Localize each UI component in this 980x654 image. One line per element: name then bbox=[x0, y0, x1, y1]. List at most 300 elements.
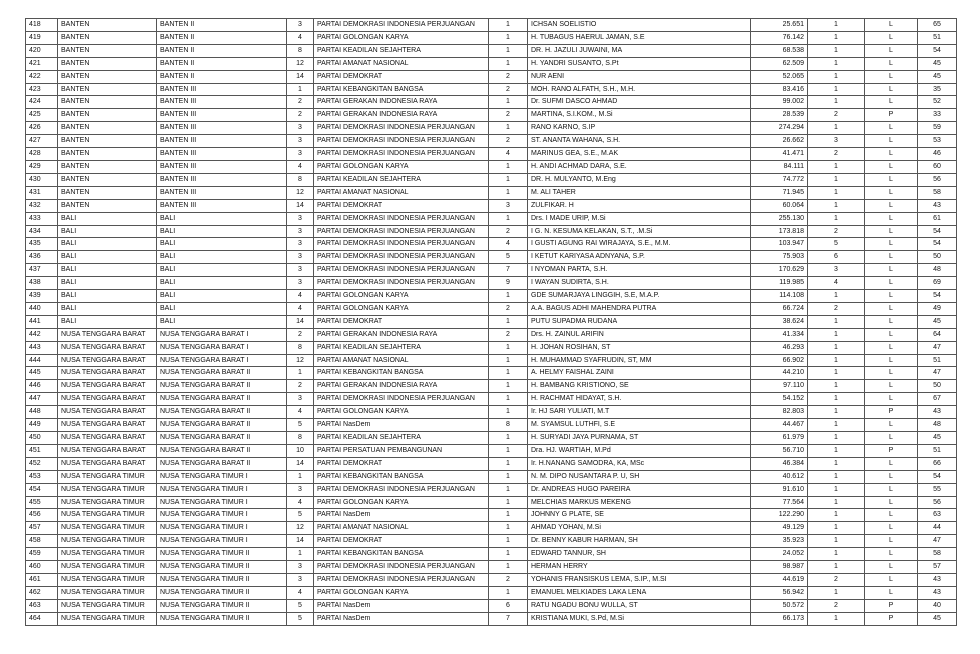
table-row bbox=[26, 419, 957, 432]
rank-cell: 1 bbox=[808, 19, 865, 32]
party-number-cell: 3 bbox=[287, 483, 314, 496]
candidate-number-cell: 4 bbox=[489, 148, 528, 161]
table-row bbox=[26, 535, 957, 548]
candidate-number-cell: 2 bbox=[489, 83, 528, 96]
vote-count-cell: 255.130 bbox=[751, 212, 808, 225]
province-cell: BALI bbox=[58, 315, 157, 328]
candidate-name-cell: Dr. BENNY KABUR HARMAN, SH bbox=[528, 535, 751, 548]
age-cell: 51 bbox=[918, 354, 957, 367]
age-cell: 45 bbox=[918, 57, 957, 70]
electoral-district-cell: NUSA TENGGARA TIMUR II bbox=[157, 612, 287, 625]
candidate-name-cell: EDWARD TANNUR, SH bbox=[528, 548, 751, 561]
gender-cell: L bbox=[865, 496, 918, 509]
table-row bbox=[26, 612, 957, 625]
party-number-cell: 3 bbox=[287, 19, 314, 32]
age-cell: 69 bbox=[918, 277, 957, 290]
age-cell: 47 bbox=[918, 341, 957, 354]
row-number-cell: 456 bbox=[26, 509, 58, 522]
party-number-cell: 12 bbox=[287, 186, 314, 199]
row-number-cell: 423 bbox=[26, 83, 58, 96]
electoral-district-cell: BANTEN III bbox=[157, 186, 287, 199]
electoral-district-cell: NUSA TENGGARA TIMUR II bbox=[157, 548, 287, 561]
party-name-cell: PARTAI DEMOKRAT bbox=[314, 457, 489, 470]
table-row bbox=[26, 31, 957, 44]
party-name-cell: PARTAI GOLONGAN KARYA bbox=[314, 290, 489, 303]
party-number-cell: 14 bbox=[287, 315, 314, 328]
party-number-cell: 8 bbox=[287, 173, 314, 186]
party-name-cell: PARTAI AMANAT NASIONAL bbox=[314, 354, 489, 367]
age-cell: 51 bbox=[918, 31, 957, 44]
vote-count-cell: 49.129 bbox=[751, 522, 808, 535]
candidate-number-cell: 1 bbox=[489, 160, 528, 173]
party-number-cell: 1 bbox=[287, 470, 314, 483]
row-number-cell: 462 bbox=[26, 586, 58, 599]
age-cell: 45 bbox=[918, 315, 957, 328]
candidate-name-cell: YOHANIS FRANSISKUS LEMA, S.IP., M.SI bbox=[528, 573, 751, 586]
vote-count-cell: 24.052 bbox=[751, 548, 808, 561]
vote-count-cell: 61.979 bbox=[751, 432, 808, 445]
row-number-cell: 434 bbox=[26, 225, 58, 238]
rank-cell: 1 bbox=[808, 561, 865, 574]
candidate-number-cell: 1 bbox=[489, 406, 528, 419]
gender-cell: L bbox=[865, 328, 918, 341]
party-number-cell: 1 bbox=[287, 367, 314, 380]
rank-cell: 1 bbox=[808, 44, 865, 57]
candidate-name-cell: H. TUBAGUS HAERUL JAMAN, S.E bbox=[528, 31, 751, 44]
table-row bbox=[26, 122, 957, 135]
rank-cell: 1 bbox=[808, 83, 865, 96]
party-number-cell: 12 bbox=[287, 57, 314, 70]
vote-count-cell: 25.651 bbox=[751, 19, 808, 32]
province-cell: NUSA TENGGARA BARAT bbox=[58, 354, 157, 367]
party-name-cell: PARTAI PERSATUAN PEMBANGUNAN bbox=[314, 444, 489, 457]
party-number-cell: 3 bbox=[287, 225, 314, 238]
rank-cell: 1 bbox=[808, 70, 865, 83]
age-cell: 47 bbox=[918, 367, 957, 380]
vote-count-cell: 170.629 bbox=[751, 264, 808, 277]
province-cell: BANTEN bbox=[58, 57, 157, 70]
candidate-name-cell: Drs. H. ZAINUL ARIFIN bbox=[528, 328, 751, 341]
rank-cell: 1 bbox=[808, 586, 865, 599]
party-name-cell: PARTAI GOLONGAN KARYA bbox=[314, 496, 489, 509]
gender-cell: L bbox=[865, 122, 918, 135]
candidate-number-cell: 1 bbox=[489, 548, 528, 561]
candidate-number-cell: 1 bbox=[489, 470, 528, 483]
row-number-cell: 435 bbox=[26, 238, 58, 251]
row-number-cell: 449 bbox=[26, 419, 58, 432]
party-number-cell: 2 bbox=[287, 109, 314, 122]
candidate-number-cell: 1 bbox=[489, 315, 528, 328]
party-name-cell: PARTAI GERAKAN INDONESIA RAYA bbox=[314, 109, 489, 122]
row-number-cell: 451 bbox=[26, 444, 58, 457]
party-number-cell: 8 bbox=[287, 44, 314, 57]
party-number-cell: 4 bbox=[287, 31, 314, 44]
gender-cell: L bbox=[865, 419, 918, 432]
province-cell: NUSA TENGGARA TIMUR bbox=[58, 548, 157, 561]
age-cell: 60 bbox=[918, 160, 957, 173]
electoral-district-cell: BALI bbox=[157, 238, 287, 251]
vote-count-cell: 41.334 bbox=[751, 328, 808, 341]
table-row bbox=[26, 238, 957, 251]
rank-cell: 1 bbox=[808, 96, 865, 109]
party-number-cell: 5 bbox=[287, 419, 314, 432]
table-row bbox=[26, 290, 957, 303]
electoral-district-cell: BANTEN III bbox=[157, 199, 287, 212]
candidate-number-cell: 2 bbox=[489, 135, 528, 148]
party-name-cell: PARTAI NasDem bbox=[314, 612, 489, 625]
table-row bbox=[26, 19, 957, 32]
electoral-district-cell: BANTEN III bbox=[157, 160, 287, 173]
vote-count-cell: 41.471 bbox=[751, 148, 808, 161]
electoral-district-cell: BALI bbox=[157, 315, 287, 328]
rank-cell: 1 bbox=[808, 57, 865, 70]
electoral-district-cell: BANTEN III bbox=[157, 135, 287, 148]
vote-count-cell: 103.947 bbox=[751, 238, 808, 251]
electoral-district-cell: BALI bbox=[157, 251, 287, 264]
gender-cell: L bbox=[865, 457, 918, 470]
age-cell: 48 bbox=[918, 419, 957, 432]
rank-cell: 1 bbox=[808, 444, 865, 457]
province-cell: BALI bbox=[58, 277, 157, 290]
party-number-cell: 5 bbox=[287, 612, 314, 625]
vote-count-cell: 50.572 bbox=[751, 599, 808, 612]
electoral-district-cell: BANTEN III bbox=[157, 83, 287, 96]
electoral-district-cell: BANTEN II bbox=[157, 31, 287, 44]
gender-cell: L bbox=[865, 432, 918, 445]
party-name-cell: PARTAI DEMOKRASI INDONESIA PERJUANGAN bbox=[314, 19, 489, 32]
gender-cell: L bbox=[865, 393, 918, 406]
rank-cell: 5 bbox=[808, 238, 865, 251]
table-row bbox=[26, 328, 957, 341]
electoral-district-cell: NUSA TENGGARA BARAT II bbox=[157, 419, 287, 432]
gender-cell: L bbox=[865, 535, 918, 548]
party-name-cell: PARTAI DEMOKRASI INDONESIA PERJUANGAN bbox=[314, 264, 489, 277]
province-cell: NUSA TENGGARA BARAT bbox=[58, 419, 157, 432]
gender-cell: L bbox=[865, 470, 918, 483]
gender-cell: P bbox=[865, 599, 918, 612]
party-name-cell: PARTAI DEMOKRASI INDONESIA PERJUANGAN bbox=[314, 573, 489, 586]
rank-cell: 1 bbox=[808, 367, 865, 380]
row-number-cell: 424 bbox=[26, 96, 58, 109]
age-cell: 45 bbox=[918, 612, 957, 625]
gender-cell: L bbox=[865, 225, 918, 238]
electoral-district-cell: NUSA TENGGARA TIMUR II bbox=[157, 599, 287, 612]
age-cell: 66 bbox=[918, 457, 957, 470]
vote-count-cell: 54.152 bbox=[751, 393, 808, 406]
province-cell: NUSA TENGGARA TIMUR bbox=[58, 586, 157, 599]
row-number-cell: 439 bbox=[26, 290, 58, 303]
table-row bbox=[26, 599, 957, 612]
vote-count-cell: 52.065 bbox=[751, 70, 808, 83]
age-cell: 54 bbox=[918, 238, 957, 251]
electoral-district-cell: BALI bbox=[157, 290, 287, 303]
candidate-name-cell: RANO KARNO, S.IP bbox=[528, 122, 751, 135]
candidate-number-cell: 1 bbox=[489, 57, 528, 70]
rank-cell: 1 bbox=[808, 122, 865, 135]
table-row bbox=[26, 315, 957, 328]
rank-cell: 1 bbox=[808, 290, 865, 303]
candidate-name-cell: M. ALI TAHER bbox=[528, 186, 751, 199]
row-number-cell: 427 bbox=[26, 135, 58, 148]
vote-count-cell: 74.772 bbox=[751, 173, 808, 186]
province-cell: BANTEN bbox=[58, 31, 157, 44]
vote-count-cell: 44.210 bbox=[751, 367, 808, 380]
province-cell: BANTEN bbox=[58, 96, 157, 109]
party-number-cell: 4 bbox=[287, 496, 314, 509]
electoral-district-cell: NUSA TENGGARA BARAT II bbox=[157, 393, 287, 406]
party-name-cell: PARTAI KEBANGKITAN BANGSA bbox=[314, 470, 489, 483]
vote-count-cell: 173.818 bbox=[751, 225, 808, 238]
candidate-number-cell: 7 bbox=[489, 264, 528, 277]
table-row bbox=[26, 406, 957, 419]
party-name-cell: PARTAI NasDem bbox=[314, 509, 489, 522]
electoral-district-cell: BANTEN III bbox=[157, 173, 287, 186]
vote-count-cell: 84.111 bbox=[751, 160, 808, 173]
province-cell: NUSA TENGGARA TIMUR bbox=[58, 535, 157, 548]
age-cell: 67 bbox=[918, 393, 957, 406]
party-number-cell: 1 bbox=[287, 548, 314, 561]
vote-count-cell: 75.903 bbox=[751, 251, 808, 264]
candidate-number-cell: 1 bbox=[489, 483, 528, 496]
party-name-cell: PARTAI GOLONGAN KARYA bbox=[314, 586, 489, 599]
candidate-name-cell: I GUSTI AGUNG RAI WIRAJAYA, S.E., M.M. bbox=[528, 238, 751, 251]
candidate-name-cell: KRISTIANA MUKI, S.Pd, M.Si bbox=[528, 612, 751, 625]
electoral-district-cell: NUSA TENGGARA TIMUR II bbox=[157, 561, 287, 574]
rank-cell: 2 bbox=[808, 148, 865, 161]
rank-cell: 2 bbox=[808, 109, 865, 122]
gender-cell: L bbox=[865, 302, 918, 315]
candidate-name-cell: ST. ANANTA WAHANA, S.H. bbox=[528, 135, 751, 148]
electoral-district-cell: NUSA TENGGARA TIMUR I bbox=[157, 496, 287, 509]
party-name-cell: PARTAI DEMOKRASI INDONESIA PERJUANGAN bbox=[314, 148, 489, 161]
candidate-name-cell: EMANUEL MELKIADES LAKA LENA bbox=[528, 586, 751, 599]
province-cell: NUSA TENGGARA BARAT bbox=[58, 457, 157, 470]
table-row bbox=[26, 367, 957, 380]
gender-cell: L bbox=[865, 96, 918, 109]
vote-count-cell: 82.803 bbox=[751, 406, 808, 419]
candidate-number-cell: 2 bbox=[489, 328, 528, 341]
table-row bbox=[26, 341, 957, 354]
vote-count-cell: 56.942 bbox=[751, 586, 808, 599]
gender-cell: L bbox=[865, 264, 918, 277]
vote-count-cell: 91.610 bbox=[751, 483, 808, 496]
candidate-number-cell: 2 bbox=[489, 70, 528, 83]
candidate-number-cell: 1 bbox=[489, 31, 528, 44]
candidate-number-cell: 1 bbox=[489, 561, 528, 574]
party-name-cell: PARTAI GERAKAN INDONESIA RAYA bbox=[314, 96, 489, 109]
row-number-cell: 457 bbox=[26, 522, 58, 535]
vote-count-cell: 77.564 bbox=[751, 496, 808, 509]
electoral-district-cell: NUSA TENGGARA BARAT I bbox=[157, 328, 287, 341]
rank-cell: 1 bbox=[808, 199, 865, 212]
party-number-cell: 2 bbox=[287, 96, 314, 109]
candidate-name-cell: H. JOHAN ROSIHAN, ST bbox=[528, 341, 751, 354]
age-cell: 57 bbox=[918, 561, 957, 574]
row-number-cell: 454 bbox=[26, 483, 58, 496]
gender-cell: L bbox=[865, 354, 918, 367]
province-cell: BANTEN bbox=[58, 173, 157, 186]
age-cell: 63 bbox=[918, 509, 957, 522]
electoral-district-cell: BALI bbox=[157, 264, 287, 277]
party-number-cell: 5 bbox=[287, 509, 314, 522]
province-cell: NUSA TENGGARA BARAT bbox=[58, 444, 157, 457]
party-number-cell: 4 bbox=[287, 290, 314, 303]
party-name-cell: PARTAI DEMOKRASI INDONESIA PERJUANGAN bbox=[314, 483, 489, 496]
candidate-number-cell: 1 bbox=[489, 522, 528, 535]
row-number-cell: 438 bbox=[26, 277, 58, 290]
row-number-cell: 429 bbox=[26, 160, 58, 173]
party-name-cell: PARTAI DEMOKRASI INDONESIA PERJUANGAN bbox=[314, 561, 489, 574]
vote-count-cell: 35.923 bbox=[751, 535, 808, 548]
age-cell: 56 bbox=[918, 496, 957, 509]
party-name-cell: PARTAI AMANAT NASIONAL bbox=[314, 186, 489, 199]
candidate-number-cell: 8 bbox=[489, 419, 528, 432]
electoral-district-cell: BALI bbox=[157, 212, 287, 225]
age-cell: 44 bbox=[918, 522, 957, 535]
candidate-number-cell: 1 bbox=[489, 186, 528, 199]
rank-cell: 1 bbox=[808, 612, 865, 625]
gender-cell: L bbox=[865, 548, 918, 561]
rank-cell: 1 bbox=[808, 212, 865, 225]
members-table bbox=[25, 18, 957, 626]
gender-cell: L bbox=[865, 290, 918, 303]
candidate-number-cell: 1 bbox=[489, 212, 528, 225]
party-number-cell: 10 bbox=[287, 444, 314, 457]
rank-cell: 1 bbox=[808, 31, 865, 44]
electoral-district-cell: BALI bbox=[157, 302, 287, 315]
vote-count-cell: 76.142 bbox=[751, 31, 808, 44]
candidate-name-cell: Drs. I MADE URIP, M.Si bbox=[528, 212, 751, 225]
province-cell: BALI bbox=[58, 302, 157, 315]
province-cell: NUSA TENGGARA TIMUR bbox=[58, 509, 157, 522]
candidate-number-cell: 1 bbox=[489, 290, 528, 303]
province-cell: NUSA TENGGARA TIMUR bbox=[58, 470, 157, 483]
candidate-number-cell: 6 bbox=[489, 599, 528, 612]
candidate-name-cell: NUR AENI bbox=[528, 70, 751, 83]
age-cell: 54 bbox=[918, 290, 957, 303]
electoral-district-cell: NUSA TENGGARA TIMUR I bbox=[157, 535, 287, 548]
party-number-cell: 3 bbox=[287, 122, 314, 135]
gender-cell: L bbox=[865, 483, 918, 496]
table-row bbox=[26, 444, 957, 457]
table-row bbox=[26, 561, 957, 574]
row-number-cell: 433 bbox=[26, 212, 58, 225]
gender-cell: L bbox=[865, 561, 918, 574]
candidate-name-cell: ICHSAN SOELISTIO bbox=[528, 19, 751, 32]
party-name-cell: PARTAI KEBANGKITAN BANGSA bbox=[314, 367, 489, 380]
vote-count-cell: 28.539 bbox=[751, 109, 808, 122]
gender-cell: L bbox=[865, 70, 918, 83]
party-number-cell: 4 bbox=[287, 586, 314, 599]
candidate-number-cell: 1 bbox=[489, 380, 528, 393]
row-number-cell: 464 bbox=[26, 612, 58, 625]
table-row bbox=[26, 251, 957, 264]
province-cell: BALI bbox=[58, 264, 157, 277]
vote-count-cell: 44.467 bbox=[751, 419, 808, 432]
candidate-number-cell: 1 bbox=[489, 457, 528, 470]
table-row bbox=[26, 264, 957, 277]
party-number-cell: 1 bbox=[287, 83, 314, 96]
candidate-name-cell: MARTINA, S.I.KOM., M.Si bbox=[528, 109, 751, 122]
gender-cell: P bbox=[865, 612, 918, 625]
vote-count-cell: 66.902 bbox=[751, 354, 808, 367]
table-row bbox=[26, 432, 957, 445]
rank-cell: 1 bbox=[808, 522, 865, 535]
row-number-cell: 442 bbox=[26, 328, 58, 341]
age-cell: 49 bbox=[918, 302, 957, 315]
vote-count-cell: 98.987 bbox=[751, 561, 808, 574]
vote-count-cell: 71.945 bbox=[751, 186, 808, 199]
vote-count-cell: 99.002 bbox=[751, 96, 808, 109]
candidate-number-cell: 1 bbox=[489, 354, 528, 367]
gender-cell: L bbox=[865, 509, 918, 522]
province-cell: BANTEN bbox=[58, 199, 157, 212]
age-cell: 64 bbox=[918, 328, 957, 341]
province-cell: BANTEN bbox=[58, 148, 157, 161]
candidate-number-cell: 7 bbox=[489, 612, 528, 625]
table-row bbox=[26, 302, 957, 315]
electoral-district-cell: BANTEN II bbox=[157, 57, 287, 70]
party-number-cell: 3 bbox=[287, 561, 314, 574]
candidate-number-cell: 1 bbox=[489, 586, 528, 599]
party-number-cell: 4 bbox=[287, 302, 314, 315]
party-name-cell: PARTAI DEMOKRASI INDONESIA PERJUANGAN bbox=[314, 135, 489, 148]
party-number-cell: 14 bbox=[287, 457, 314, 470]
table-row bbox=[26, 96, 957, 109]
electoral-district-cell: BANTEN III bbox=[157, 122, 287, 135]
gender-cell: L bbox=[865, 212, 918, 225]
party-name-cell: PARTAI DEMOKRAT bbox=[314, 70, 489, 83]
age-cell: 51 bbox=[918, 444, 957, 457]
table-row bbox=[26, 483, 957, 496]
candidate-name-cell: RATU NGADU BONU WULLA, ST bbox=[528, 599, 751, 612]
rank-cell: 1 bbox=[808, 328, 865, 341]
rank-cell: 1 bbox=[808, 173, 865, 186]
gender-cell: L bbox=[865, 44, 918, 57]
candidate-name-cell: Dr. ANDREAS HUGO PAREIRA bbox=[528, 483, 751, 496]
vote-count-cell: 122.290 bbox=[751, 509, 808, 522]
party-number-cell: 8 bbox=[287, 432, 314, 445]
candidate-name-cell: A. HELMY FAISHAL ZAINI bbox=[528, 367, 751, 380]
gender-cell: L bbox=[865, 277, 918, 290]
age-cell: 33 bbox=[918, 109, 957, 122]
table-row bbox=[26, 586, 957, 599]
vote-count-cell: 44.619 bbox=[751, 573, 808, 586]
row-number-cell: 448 bbox=[26, 406, 58, 419]
electoral-district-cell: BANTEN III bbox=[157, 96, 287, 109]
row-number-cell: 450 bbox=[26, 432, 58, 445]
gender-cell: L bbox=[865, 238, 918, 251]
candidate-number-cell: 1 bbox=[489, 509, 528, 522]
party-name-cell: PARTAI KEADILAN SEJAHTERA bbox=[314, 44, 489, 57]
candidate-number-cell: 1 bbox=[489, 96, 528, 109]
electoral-district-cell: NUSA TENGGARA TIMUR I bbox=[157, 483, 287, 496]
candidate-name-cell: H. SURYADI JAYA PURNAMA, ST bbox=[528, 432, 751, 445]
province-cell: NUSA TENGGARA TIMUR bbox=[58, 496, 157, 509]
candidate-name-cell: DR. H. MULYANTO, M.Eng bbox=[528, 173, 751, 186]
province-cell: BANTEN bbox=[58, 122, 157, 135]
age-cell: 45 bbox=[918, 70, 957, 83]
rank-cell: 1 bbox=[808, 419, 865, 432]
party-number-cell: 4 bbox=[287, 160, 314, 173]
electoral-district-cell: BANTEN III bbox=[157, 109, 287, 122]
party-number-cell: 12 bbox=[287, 522, 314, 535]
vote-count-cell: 119.985 bbox=[751, 277, 808, 290]
candidate-name-cell: H. MUHAMMAD SYAFRUDIN, ST, MM bbox=[528, 354, 751, 367]
gender-cell: L bbox=[865, 586, 918, 599]
candidate-number-cell: 9 bbox=[489, 277, 528, 290]
row-number-cell: 458 bbox=[26, 535, 58, 548]
